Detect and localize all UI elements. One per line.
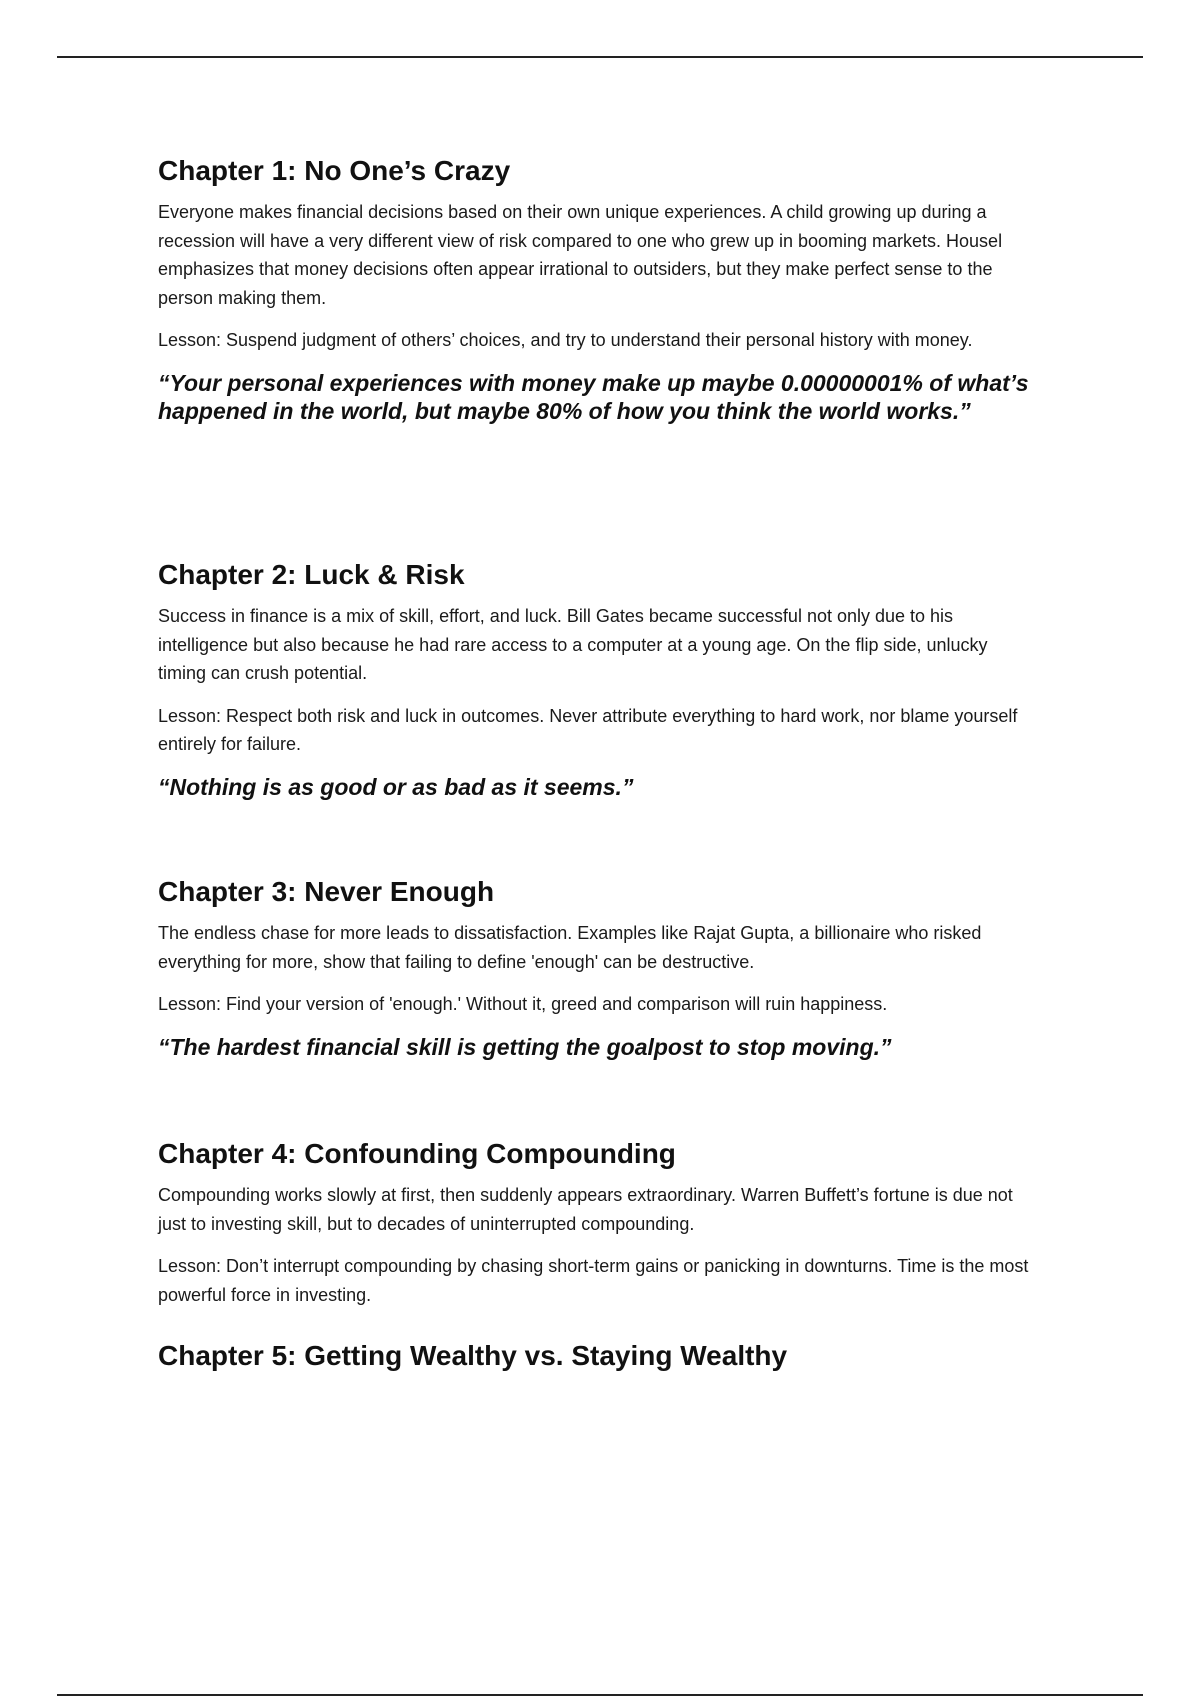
chapter-1-quote: “Your personal experiences with money make up maybe 0.00000001% of what’s happened in the world, but maybe 80% of how you think the world works.” <box>158 369 1029 424</box>
chapter-2-quote: “Nothing is as good or as bad as it seems.” <box>158 773 634 800</box>
chapter-2 <box>158 557 1038 874</box>
chapter-3-lesson: Lesson: Find your version of 'enough.' Without it, greed and comparison will ruin happiness. <box>158 994 888 1014</box>
chapter-2-lesson: Lesson: Respect both risk and luck in outcomes. Never attribute everything to hard work, nor blame yourself entirely for failure. <box>158 705 1018 754</box>
chapter-2-title: Chapter 2: Luck & Risk <box>158 559 465 590</box>
chapter-3 <box>158 874 1038 1136</box>
chapter-5 <box>158 1338 1038 1374</box>
chapter-1-title: Chapter 1: No One’s Crazy <box>158 155 511 186</box>
document-content <box>158 153 1038 1383</box>
chapter-1-body: Everyone makes financial decisions based on their own unique experiences. A child growing up during a recession will have a very different view of risk compared to one who grew up in booming markets. Housel emphasizes that money decisions often appear irrational to outsiders, but they make perfect sense to the person making them. <box>158 202 1003 308</box>
chapter-5-title: Chapter 5: Getting Wealthy vs. Staying Wealthy <box>158 1340 788 1371</box>
chapter-2-body: Success in finance is a mix of skill, effort, and luck. Bill Gates became successful not only due to his intelligence but also because he had rare access to a computer at a young age. On the flip side, unlucky timing can crush potential. <box>158 606 988 683</box>
chapter-1-lesson: Lesson: Suspend judgment of others’ choices, and try to understand their personal history with money. <box>158 330 973 350</box>
top-rule <box>57 56 1143 58</box>
chapter-1 <box>158 153 1038 557</box>
chapter-3-body: The endless chase for more leads to dissatisfaction. Examples like Rajat Gupta, a billionaire who risked everything for more, show that failing to define 'enough' can be destructive. <box>158 923 982 972</box>
chapter-3-title: Chapter 3: Never Enough <box>158 876 495 907</box>
chapter-4-lesson: Lesson: Don’t interrupt compounding by chasing short-term gains or panicking in downturns. Time is the most powerful force in investing. <box>158 1256 1029 1305</box>
bottom-rule <box>57 1694 1143 1696</box>
chapter-4 <box>158 1136 1038 1338</box>
chapter-4-title: Chapter 4: Confounding Compounding <box>158 1138 676 1169</box>
chapter-4-body: Compounding works slowly at first, then suddenly appears extraordinary. Warren Buffett’s fortune is due not just to investing skill, but to decades of uninterrupted compounding. <box>158 1185 1013 1234</box>
chapter-3-quote: “The hardest financial skill is getting the goalpost to stop moving.” <box>158 1033 892 1060</box>
